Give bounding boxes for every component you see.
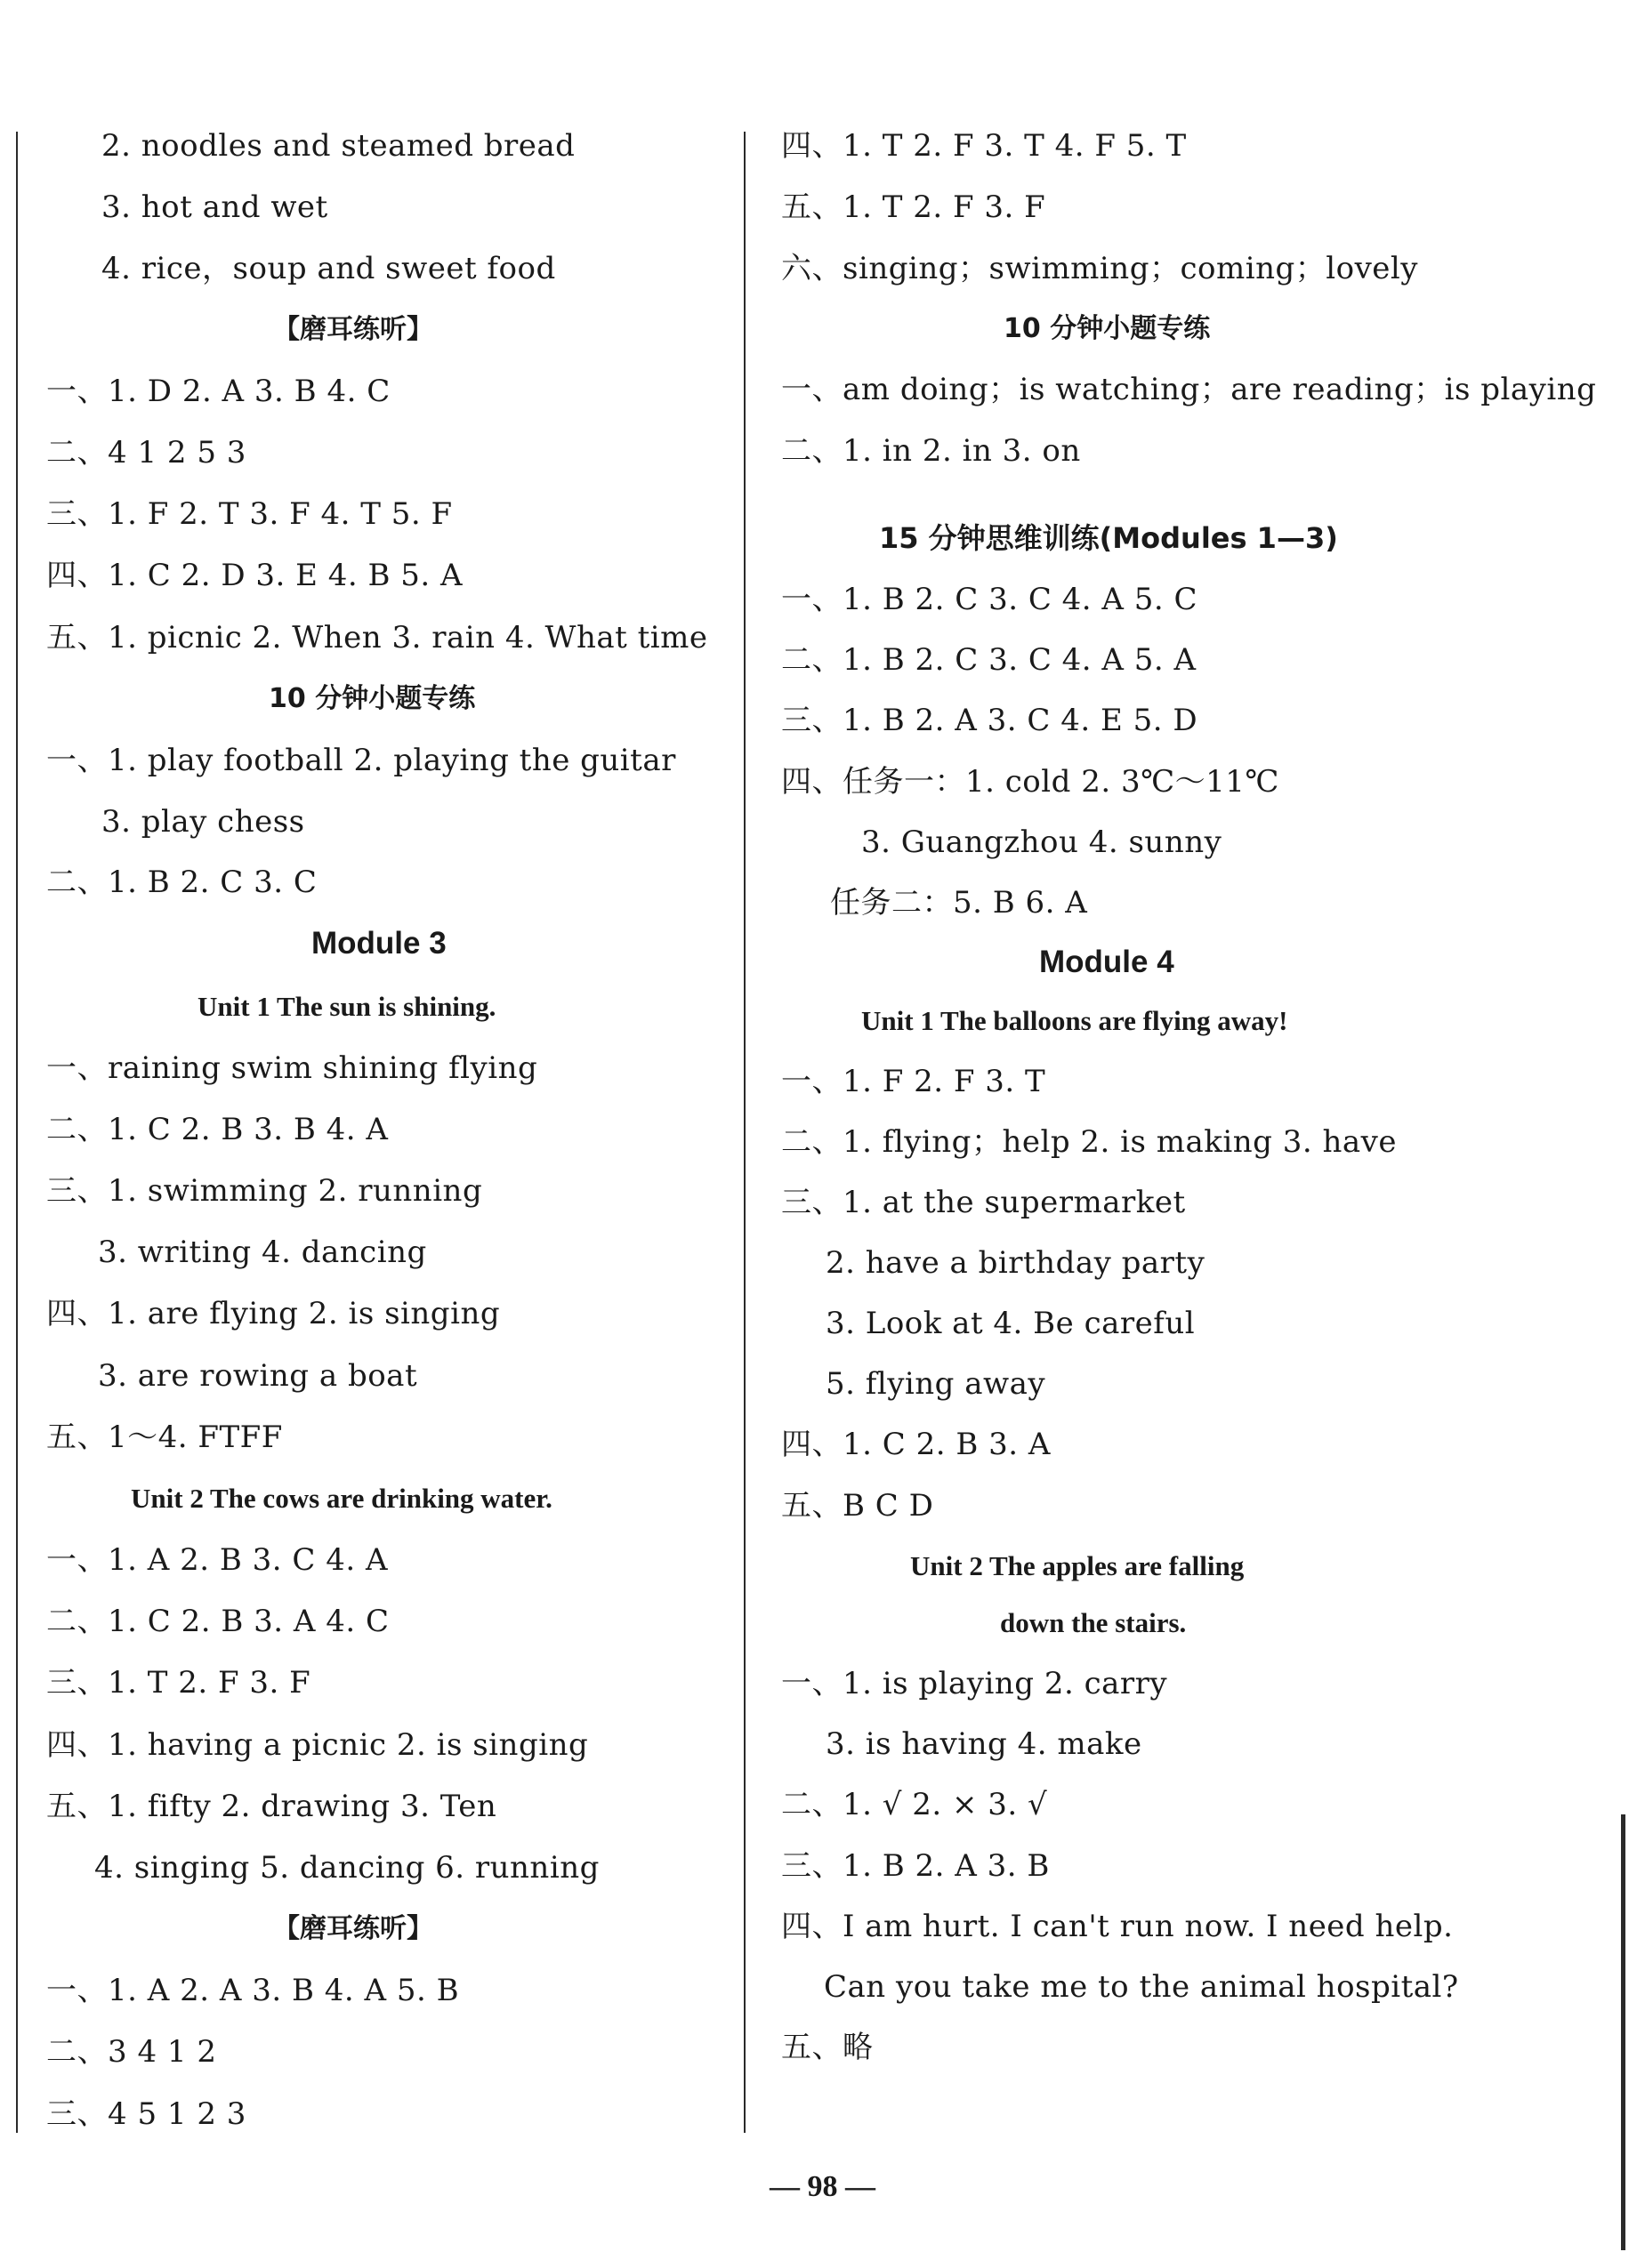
answer-line: 二、1. in 2. in 3. on: [781, 433, 1081, 469]
answer-line: 4. rice，soup and sweet food: [101, 251, 556, 286]
answer-line: 四、1. having a picnic 2. is singing: [46, 1727, 589, 1763]
answer-line: 一、1. F 2. F 3. T: [781, 1064, 1046, 1099]
answer-line: 一、raining swim shining flying: [46, 1050, 538, 1086]
answer-line: 三、1. at the supermarket: [781, 1185, 1186, 1220]
answer-line: 四、任务一：1. cold 2. 3℃～11℃: [781, 764, 1279, 800]
answer-line: 五、1. picnic 2. When 3. rain 4. What time: [46, 620, 708, 655]
answer-line: 一、1. A 2. B 3. C 4. A: [46, 1542, 389, 1578]
answer-line: 一、1. play football 2. playing the guitar: [46, 743, 676, 778]
answer-line: 六、singing；swimming；coming；lovely: [781, 251, 1419, 286]
answer-line: 二、1. B 2. C 3. C 4. A 5. A: [781, 642, 1197, 678]
answer-line: 二、1. flying；help 2. is making 3. have: [781, 1124, 1397, 1160]
answer-line: 二、4 1 2 5 3: [46, 435, 246, 470]
answer-line: 2. have a birthday party: [826, 1245, 1206, 1281]
answer-line: 五、1～4. FTFF: [46, 1420, 283, 1455]
answer-line: Can you take me to the animal hospital?: [824, 1969, 1459, 2005]
answer-line: 二、3 4 1 2: [46, 2034, 217, 2070]
section-heading: 【磨耳练听】: [273, 1913, 433, 1944]
answer-line: 3. play chess: [101, 804, 305, 840]
section-heading: 10 分钟小题专练: [1004, 313, 1211, 344]
answer-line: 三、1. T 2. F 3. F: [46, 1665, 311, 1701]
answer-line: 四、1. C 2. B 3. A: [781, 1427, 1051, 1462]
answer-line: 三、1. swimming 2. running: [46, 1173, 483, 1209]
unit-heading: down the stairs.: [1000, 1607, 1187, 1638]
answer-line: 五、1. fifty 2. drawing 3. Ten: [46, 1789, 497, 1824]
section-heading: 【磨耳练听】: [273, 314, 433, 345]
answer-line: 3. writing 4. dancing: [98, 1235, 427, 1270]
answer-line: 一、1. is playing 2. carry: [781, 1666, 1168, 1701]
unit-heading: Unit 2 The cows are drinking water.: [131, 1483, 552, 1514]
unit-heading: Unit 1 The balloons are flying away!: [861, 1005, 1288, 1036]
answer-line: 三、1. B 2. A 3. B: [781, 1848, 1050, 1884]
answer-line: 5. flying away: [826, 1366, 1046, 1402]
answer-line: 2. noodles and steamed bread: [101, 128, 576, 164]
answer-line: 3. are rowing a boat: [98, 1358, 418, 1394]
answer-line: 五、1. T 2. F 3. F: [781, 189, 1046, 225]
answer-line: 3. Look at 4. Be careful: [826, 1306, 1196, 1341]
answer-line: 二、1. C 2. B 3. A 4. C: [46, 1604, 390, 1639]
answer-line: 一、1. B 2. C 3. C 4. A 5. C: [781, 582, 1198, 617]
answer-line: 4. singing 5. dancing 6. running: [94, 1850, 600, 1886]
answer-line: 四、1. are flying 2. is singing: [46, 1296, 501, 1331]
answer-line: 3. hot and wet: [101, 189, 328, 225]
answer-line: 三、4 5 1 2 3: [46, 2096, 246, 2132]
answer-line: 一、1. A 2. A 3. B 4. A 5. B: [46, 1973, 460, 2008]
answer-line: 任务二：5. B 6. A: [830, 885, 1088, 921]
page-number: — 98 —: [770, 2170, 875, 2203]
answer-line: 3. is having 4. make: [826, 1726, 1142, 1762]
left-margin-line: [16, 132, 18, 2133]
answer-line: 一、1. D 2. A 3. B 4. C: [46, 374, 391, 409]
answer-line: 3. Guangzhou 4. sunny: [861, 824, 1222, 860]
section-heading: 10 分钟小题专练: [269, 683, 476, 714]
unit-heading: Unit 1 The sun is shining.: [198, 991, 496, 1022]
answer-line: 四、I am hurt. I can't run now. I need help.: [781, 1909, 1454, 1944]
module-heading: Module 3: [311, 926, 447, 961]
answer-line: 四、1. C 2. D 3. E 4. B 5. A: [46, 558, 464, 593]
answer-line: 二、1. C 2. B 3. B 4. A: [46, 1112, 389, 1147]
unit-heading: Unit 2 The apples are falling: [910, 1550, 1245, 1581]
answer-line: 二、1. √ 2. × 3. √: [781, 1787, 1048, 1822]
answer-line: 一、am doing；is watching；are reading；is playing: [781, 372, 1597, 407]
section-heading: 15 分钟思维训练(Modules 1—3): [879, 521, 1338, 555]
answer-line: 五、B C D: [781, 1488, 934, 1524]
column-divider: [744, 132, 746, 2133]
answer-line: 二、1. B 2. C 3. C: [46, 865, 318, 900]
answer-line: 四、1. T 2. F 3. T 4. F 5. T: [781, 128, 1187, 164]
answer-line: 五、略: [781, 2030, 874, 2065]
module-heading: Module 4: [1039, 945, 1174, 979]
answer-line: 三、1. F 2. T 3. F 4. T 5. F: [46, 496, 453, 532]
answer-line: 三、1. B 2. A 3. C 4. E 5. D: [781, 703, 1198, 738]
